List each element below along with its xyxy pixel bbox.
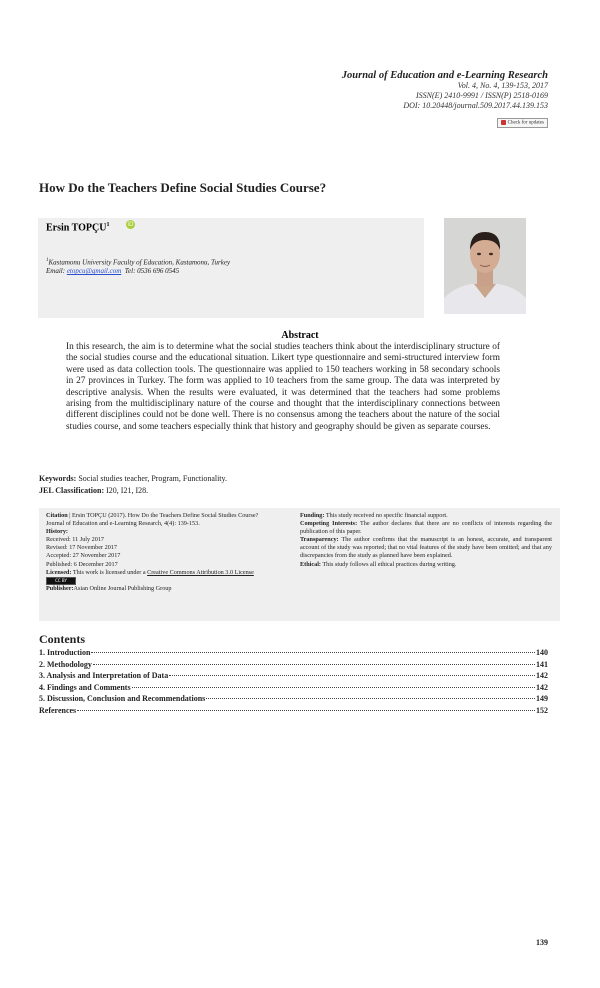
article-title: How Do the Teachers Define Social Studies Course? (39, 180, 327, 195)
journal-header (342, 70, 548, 129)
received-date: Received: 11 July 2017 (46, 536, 105, 544)
toc-leader (93, 664, 535, 665)
jel-label: JEL Classification: (39, 486, 105, 495)
author-sup: 1 (106, 222, 110, 228)
published-date: Published: 6 December 2017 (46, 560, 118, 568)
journal-name: Journal of Education and e-Learning Research (341, 70, 548, 81)
toc-leader (91, 652, 535, 653)
author-affiliation (46, 256, 230, 276)
transparency-text: The author confirms that the manuscript is an honest, accurate, and transparent account of the study was reported; that no vital features of the study have been omitted; and that any discrepancies from the study as planned have been explained. (300, 536, 553, 560)
toc-leader (169, 675, 535, 676)
author-name (46, 222, 109, 233)
keywords-label: Keywords: (39, 474, 77, 483)
toc-item[interactable] (39, 694, 548, 706)
toc-item[interactable] (39, 648, 548, 660)
article-info-left (46, 512, 265, 593)
table-of-contents (39, 648, 548, 718)
affiliation-text: Kastamonu University Faculty of Education, Kastamonu, Turkey (48, 258, 231, 267)
transparency-label: Transparency: (300, 536, 339, 544)
licensed-label: Licensed: (46, 568, 72, 576)
abstract-heading: Abstract (281, 330, 319, 341)
email-label: Email: (46, 267, 66, 276)
toc-item[interactable] (39, 683, 548, 695)
author-photo-image (444, 218, 526, 314)
page-number: 139 (536, 938, 548, 947)
toc-leader (132, 687, 535, 688)
toc-item-page: 149 (536, 694, 548, 704)
publisher-label: Publisher: (46, 585, 74, 593)
toc-item-label: 4. Findings and Comments (39, 682, 131, 692)
toc-item-label: 3. Analysis and Interpretation of Data (39, 671, 169, 681)
toc-item-label: References (39, 705, 77, 715)
toc-item-page: 142 (536, 671, 548, 681)
toc-item-label: 2. Methodology (39, 659, 92, 669)
jel-value: I20, I21, I28. (106, 486, 149, 495)
funding-text: This study received no specific financial support. (325, 512, 448, 519)
toc-leader (77, 710, 535, 711)
jel-classification (39, 486, 148, 495)
toc-item-page: 142 (536, 682, 548, 692)
toc-item[interactable] (39, 660, 548, 672)
abstract-text: In this research, the aim is to determine what the social studies teachers think about the interdisciplinary structure of the social studies course and the educational situation. Likert type questionnaire and semi-structured interview form were used as data collection tools. The questionnaire was applied to 150 teachers working in 58 secondary schools in 27 provinces in Turkey. The form was applied to 10 teachers from the same group. The data was interpreted by descriptive analysis. When the results were evaluated, it was determined that the teachers had some problems arising from the multidisciplinary nature of the course and thought that the interdisciplinary connections between different disciplines could not be done well. There is no consensus among the teachers about the nature of the social studies course, and some teachers especially think that history and geography should be given as separate courses. (66, 342, 500, 432)
toc-leader (206, 698, 535, 699)
citation-text: | Ersin TOPÇU (2017). How Do the Teachers Define Social Studies Course? Journal of Education and e-Learning Research, 4(4): 139-153. (46, 512, 259, 528)
toc-item[interactable] (39, 671, 548, 683)
author-tel: Tel: 0536 696 0545 (124, 267, 180, 276)
email-link[interactable]: etopcu@gmail.com (66, 267, 122, 276)
cc-license-badge[interactable]: CC BY (46, 577, 76, 585)
license-link[interactable]: Creative Commons Attribution 3.0 License (147, 568, 254, 576)
article-info-right (300, 512, 552, 569)
check-for-updates-label: Check for updates (507, 121, 544, 126)
orcid-icon[interactable]: iD (127, 221, 134, 228)
toc-item[interactable] (39, 706, 548, 718)
toc-item-label: 5. Discussion, Conclusion and Recommendations (39, 694, 206, 704)
funding-label: Funding: (300, 512, 325, 519)
toc-item-label: 1. Introduction (39, 648, 91, 657)
keywords (39, 474, 227, 483)
contents-title: Contents (39, 632, 86, 646)
toc-item-page: 140 (536, 648, 548, 657)
update-icon (501, 120, 506, 125)
accepted-date: Accepted: 27 November 2017 (46, 552, 121, 560)
toc-item-page: 152 (536, 705, 548, 715)
ethical-label: Ethical: (300, 560, 321, 568)
toc-item-page: 141 (536, 659, 548, 669)
affil-sup: 1 (46, 258, 49, 263)
journal-volume: Vol. 4, No. 4, 139-153, 2017 (457, 81, 548, 90)
licensed-text: This work is licensed under a (72, 568, 146, 576)
citation-label: Citation (46, 512, 68, 519)
author-photo (444, 218, 526, 314)
history-label: History: (46, 528, 68, 536)
check-for-updates-badge[interactable] (497, 118, 548, 128)
journal-doi[interactable]: DOI: 10.20448/journal.509.2017.44.139.153 (403, 101, 548, 110)
publisher-text: Asian Online Journal Publishing Group (73, 585, 172, 593)
revised-date: Revised: 17 November 2017 (46, 544, 117, 552)
keywords-value: Social studies teacher, Program, Functionality. (78, 474, 228, 483)
journal-issn: ISSN(E) 2410-9991 / ISSN(P) 2518-0169 (416, 91, 548, 100)
author-name-text: Ersin TOPÇU (46, 222, 107, 234)
ethical-text: This study follows all ethical practices during writing. (322, 560, 457, 568)
competing-text: The author declares that there are no conflicts of interests regarding the publication of this paper. (300, 520, 552, 536)
competing-label: Competing Interests: (300, 520, 358, 528)
